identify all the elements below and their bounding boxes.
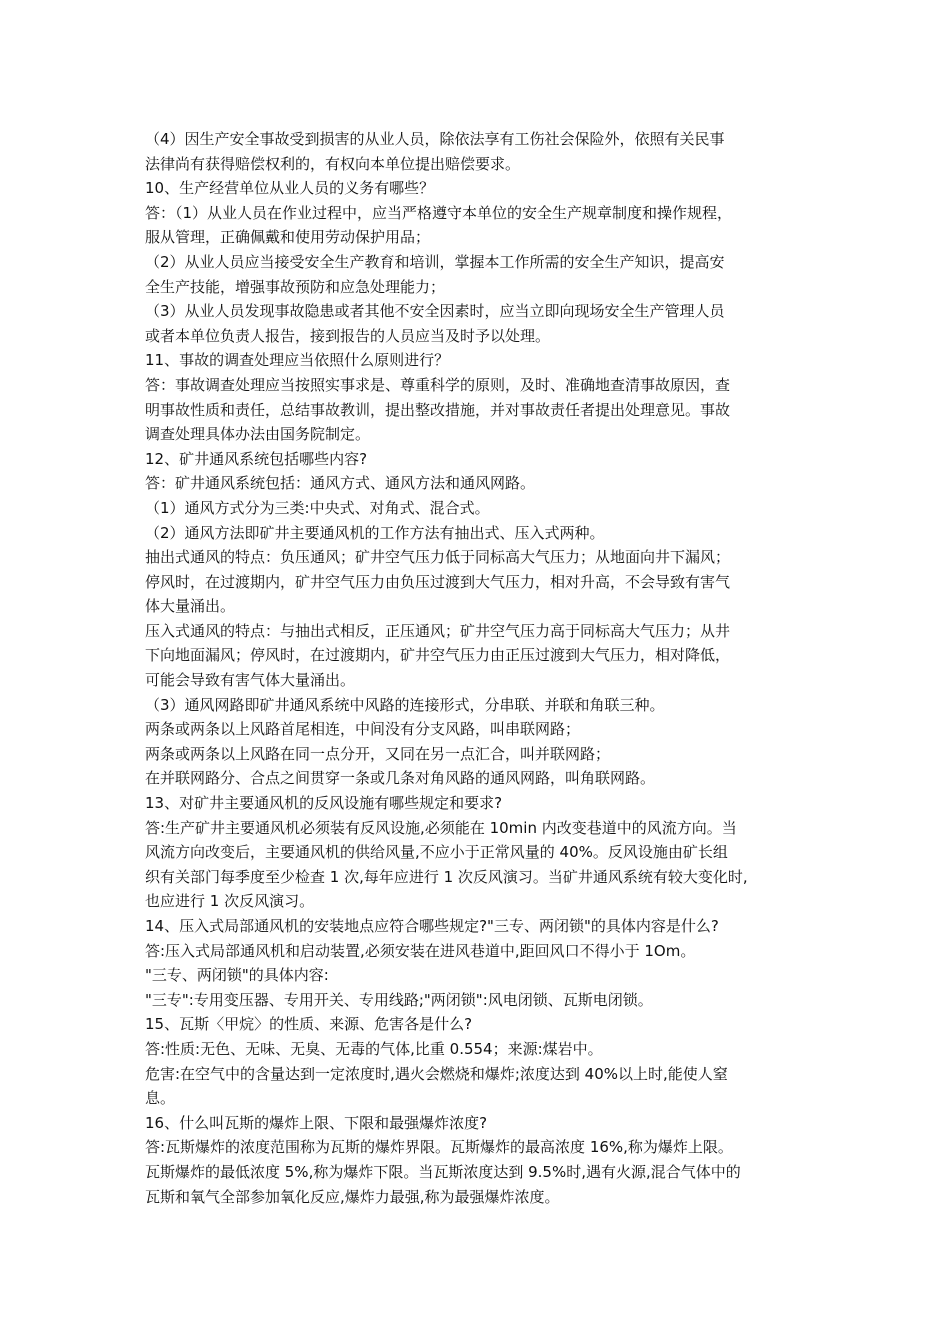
text-line: 服从管理，正确佩戴和使用劳动保护用品； [145, 228, 431, 247]
text-line: 或者本单位负责人报告，接到报告的人员应当及时予以处理。 [145, 326, 551, 345]
text-line: 答:瓦斯爆炸的浓度范围称为瓦斯的爆炸界限。瓦斯爆炸的最高浓度 16%,称为爆炸上限。 [145, 1138, 733, 1157]
text-line: 两条或两条以上风路在同一点分开，又同在另一点汇合，叫并联网路； [145, 744, 611, 763]
text-line: 体大量涌出。 [145, 597, 236, 616]
text-line: 10、生产经营单位从业人员的义务有哪些？ [145, 179, 435, 198]
text-line: 13、对矿井主要通风机的反风设施有哪些规定和要求? [145, 794, 503, 813]
text-line: 危害:在空气中的含量达到一定浓度时,遇火会燃烧和爆炸;浓度达到 40%以上时,能使人窒 [145, 1064, 728, 1083]
text-line: 16、什么叫瓦斯的爆炸上限、下限和最强爆炸浓度? [145, 1113, 488, 1132]
text-line: 在并联网路分、合点之间贯穿一条或几条对角风路的通风网路，叫角联网路。 [145, 769, 656, 788]
text-line: 压入式通风的特点：与抽出式相反，正压通风；矿井空气压力高于同标高大气压力；从井 [145, 621, 731, 640]
text-line: 抽出式通风的特点：负压通风；矿井空气压力低于同标高大气压力；从地面向井下漏风； [145, 548, 731, 567]
text-line: 停风时，在过渡期内，矿井空气压力由负压过渡到大气压力，相对升高，不会导致有害气 [145, 572, 731, 591]
text-line: （2）通风方法即矿井主要通风机的工作方法有抽出式、压入式两种。 [145, 523, 605, 542]
document-page [145, 127, 825, 1209]
text-line: 也应进行 1 次反风演习。 [145, 892, 315, 911]
text-line: 14、压入式局部通风机的安装地点应符合哪些规定?"三专、两闭锁"的具体内容是什么? [145, 917, 719, 935]
text-line: 全生产技能，增强事故预防和应急处理能力； [145, 277, 446, 296]
text-line: 下向地面漏风；停风时，在过渡期内，矿井空气压力由正压过渡到大气压力，相对降低， [145, 646, 731, 665]
text-line: 15、瓦斯〈甲烷〉的性质、来源、危害各是什么? [145, 1015, 473, 1034]
text-line: 风流方向改变后，主要通风机的供给风量,不应小于正常风量的 40%。反风设施由矿长组 [145, 843, 728, 862]
text-line: 答:压入式局部通风机和启动装置,必须安装在进风巷道中,距回风口不得小于 1Om。 [145, 941, 696, 960]
text-line: 织有关部门每季度至少检查 1 次,每年应进行 1 次反风演习。当矿井通风系统有较大变化时, [145, 867, 748, 886]
text-line: 12、矿井通风系统包括哪些内容? [145, 449, 368, 468]
text-line: 答：事故调查处理应当按照实事求是、尊重科学的原则，及时、准确地查清事故原因，查 [145, 375, 731, 394]
text-line: 明事故性质和责任，总结事故教训，提出整改措施，并对事故责任者提出处理意见。事故 [145, 400, 731, 419]
text-line: 瓦斯爆炸的最低浓度 5%,称为爆炸下限。当瓦斯浓度达到 9.5%时,遇有火源,混合气体中的 [145, 1162, 741, 1181]
text-line: （3）从业人员发现事故隐患或者其他不安全因素时，应当立即向现场安全生产管理人员 [145, 302, 725, 321]
text-line: "三专":专用变压器、专用开关、专用线路;"两闭锁":风电闭锁、瓦斯电闭锁。 [145, 990, 653, 1009]
text-line: 答：（1）从业人员在作业过程中，应当严格遵守本单位的安全生产规章制度和操作规程， [145, 203, 733, 222]
text-line: （2）从业人员应当接受安全生产教育和培训，掌握本工作所需的安全生产知识，提高安 [145, 252, 725, 271]
text-line: （1）通风方式分为三类:中央式、对角式、混合式。 [145, 498, 490, 517]
text-line: （4）因生产安全事故受到损害的从业人员，除依法享有工伤社会保险外，依照有关民事 [145, 130, 725, 148]
text-line: 可能会导致有害气体大量涌出。 [145, 671, 356, 690]
text-line: "三专、两闭锁"的具体内容: [145, 966, 329, 985]
text-line: 两条或两条以上风路首尾相连，中间没有分支风路，叫串联网路； [145, 720, 581, 739]
text-line: 答:生产矿井主要通风机必须装有反风设施,必须能在 10min 内改变巷道中的风流方向。当 [145, 818, 737, 837]
text-line: 息。 [145, 1089, 176, 1108]
text-line: 调查处理具体办法由国务院制定。 [145, 425, 371, 444]
text-line: 瓦斯和氧气全部参加氧化反应,爆炸力最强,称为最强爆炸浓度。 [145, 1187, 560, 1206]
text-line: 11、事故的调查处理应当依照什么原则进行？ [145, 351, 450, 370]
text-line: 答：矿井通风系统包括：通风方式、通风方法和通风网路。 [145, 474, 536, 493]
text-line: 法律尚有获得赔偿权利的，有权向本单位提出赔偿要求。 [145, 154, 521, 173]
text-line: 答:性质:无色、无味、无臭、无毒的气体,比重 0.554；来源:煤岩中。 [145, 1039, 603, 1058]
text-line: （3）通风网路即矿井通风系统中风路的连接形式，分串联、并联和角联三种。 [145, 695, 665, 714]
